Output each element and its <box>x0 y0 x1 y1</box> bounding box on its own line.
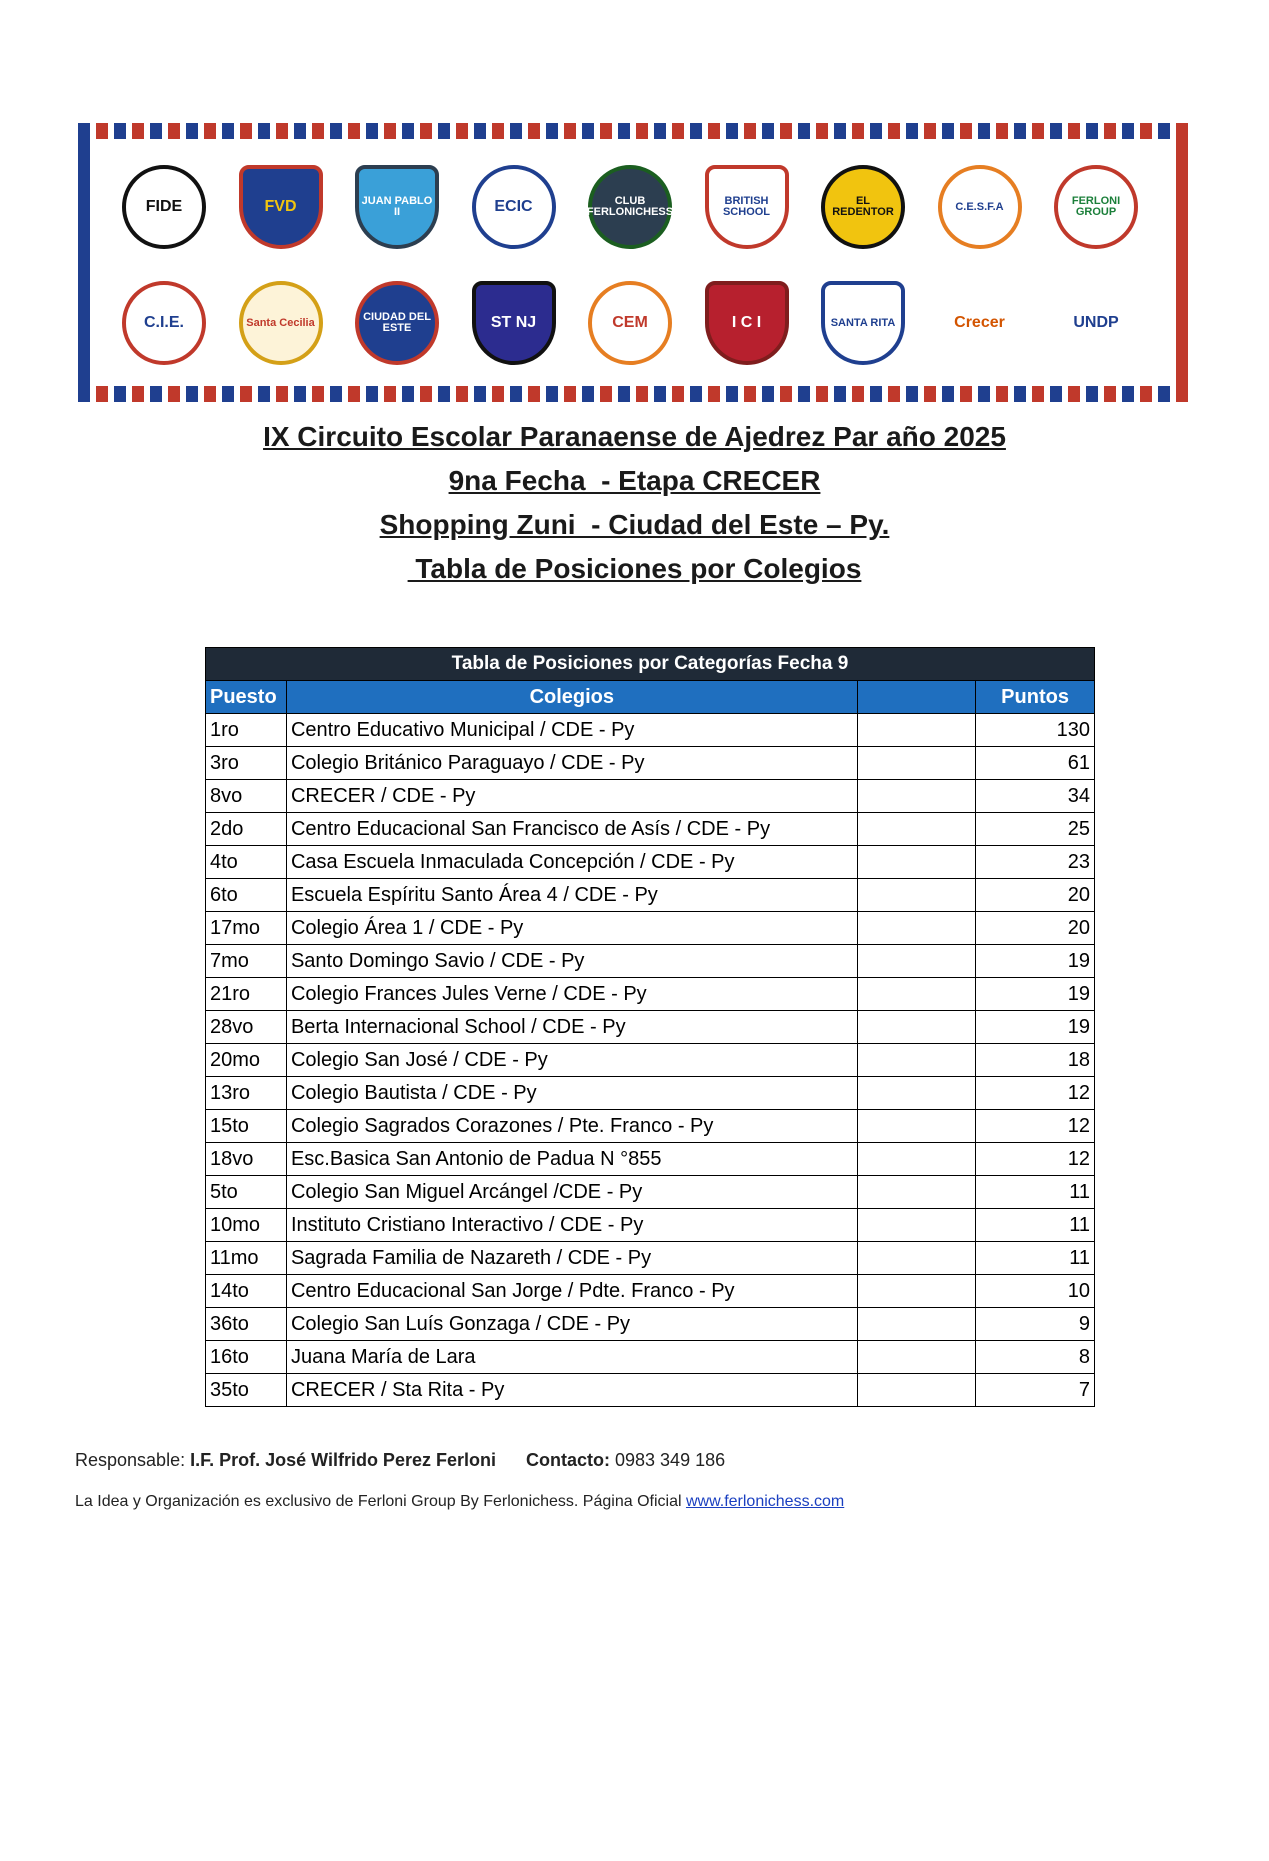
table-row <box>206 1275 1095 1308</box>
table-row <box>206 1077 1095 1110</box>
cell-puntos: 20 <box>976 912 1095 945</box>
colegio-crecer-logo <box>355 281 439 365</box>
header-puntos: Puntos <box>976 681 1095 714</box>
colegio-stnj-logo-text: ST NJ <box>490 314 537 331</box>
table-header-row <box>206 681 1095 714</box>
cell-colegio: Instituto Cristiano Interactivo / CDE - Py <box>286 1209 857 1242</box>
cell-puesto: 20mo <box>206 1044 287 1077</box>
cell-puesto: 6to <box>206 879 287 912</box>
cesfa-logo <box>938 165 1022 249</box>
colegio-juan-pablo-logo-text: JUAN PABLO II <box>361 195 433 218</box>
header-puesto: Puesto <box>206 681 287 714</box>
casa-escuela-logo-text: ECIC <box>494 198 533 215</box>
table-row <box>206 747 1095 780</box>
cell-puntos: 19 <box>976 1011 1095 1044</box>
cell-puntos: 25 <box>976 813 1095 846</box>
fide-logo <box>122 165 206 249</box>
undp-logo-text: UNDP <box>1073 314 1119 331</box>
cell-colegio: Colegio San Miguel Arcángel /CDE - Py <box>286 1176 857 1209</box>
table-row <box>206 1110 1095 1143</box>
responsable-label: Responsable: <box>75 1450 191 1470</box>
table-row <box>206 1044 1095 1077</box>
sponsor-logos-banner <box>78 123 1192 402</box>
header-empty <box>857 681 976 714</box>
table-row <box>206 1341 1095 1374</box>
cell-colegio: Juana María de Lara <box>286 1341 857 1374</box>
logo-grid <box>110 151 1160 391</box>
british-school-logo <box>705 165 789 249</box>
table-row <box>206 978 1095 1011</box>
table-row <box>206 846 1095 879</box>
cell-empty <box>857 1242 976 1275</box>
cell-puesto: 15to <box>206 1110 287 1143</box>
cell-puntos: 19 <box>976 945 1095 978</box>
british-school-logo-text: BRITISH SCHOOL <box>722 195 771 218</box>
colegio-santa-rita-logo <box>821 281 905 365</box>
cell-puesto: 13ro <box>206 1077 287 1110</box>
fide-logo-text: FIDE <box>145 198 183 215</box>
cell-colegio: CRECER / Sta Rita - Py <box>286 1374 857 1407</box>
cell-empty <box>857 714 976 747</box>
cell-empty <box>857 1374 976 1407</box>
event-venue: Shopping Zuni - Ciudad del Este – Py. <box>379 509 890 540</box>
cell-puntos: 12 <box>976 1110 1095 1143</box>
crecer-logo <box>938 281 1022 365</box>
cell-puesto: 36to <box>206 1308 287 1341</box>
colegio-stnj-logo <box>472 281 556 365</box>
cell-puesto: 35to <box>206 1374 287 1407</box>
cie-logo-text: C.I.E. <box>143 314 184 331</box>
standings-table <box>205 647 1095 1407</box>
cell-puntos: 7 <box>976 1374 1095 1407</box>
table-row <box>206 1143 1095 1176</box>
cell-empty <box>857 1341 976 1374</box>
cell-empty <box>857 978 976 1011</box>
cell-colegio: CRECER / CDE - Py <box>286 780 857 813</box>
el-redentor-logo <box>821 165 905 249</box>
cesfa-logo-text: C.E.S.F.A <box>955 200 1004 213</box>
cell-puesto: 18vo <box>206 1143 287 1176</box>
cell-puntos: 23 <box>976 846 1095 879</box>
cell-puesto: 14to <box>206 1275 287 1308</box>
cell-puesto: 5to <box>206 1176 287 1209</box>
cell-empty <box>857 1308 976 1341</box>
undp-logo <box>1054 281 1138 365</box>
table-row <box>206 1308 1095 1341</box>
cell-puntos: 61 <box>976 747 1095 780</box>
cell-puntos: 20 <box>976 879 1095 912</box>
colegio-crecer-logo-text: CIUDAD DEL ESTE <box>363 311 431 334</box>
cell-empty <box>857 1209 976 1242</box>
cem-logo-text: CEM <box>612 314 648 331</box>
cell-empty <box>857 1176 976 1209</box>
cell-colegio: Sagrada Familia de Nazareth / CDE - Py <box>286 1242 857 1275</box>
cell-colegio: Colegio San José / CDE - Py <box>286 1044 857 1077</box>
table-row <box>206 1374 1095 1407</box>
cell-colegio: Colegio Área 1 / CDE - Py <box>286 912 857 945</box>
cell-empty <box>857 1044 976 1077</box>
cell-empty <box>857 945 976 978</box>
cell-puesto: 17mo <box>206 912 287 945</box>
cell-empty <box>857 879 976 912</box>
table-title: Tabla de Posiciones por Categorías Fecha 9 <box>206 648 1095 681</box>
cell-puntos: 11 <box>976 1209 1095 1242</box>
club-ferlonichess-logo <box>588 165 672 249</box>
contacto-label: Contacto: <box>526 1450 610 1470</box>
cell-empty <box>857 912 976 945</box>
table-row <box>206 912 1095 945</box>
cell-empty <box>857 1275 976 1308</box>
cell-empty <box>857 780 976 813</box>
cell-puntos: 130 <box>976 714 1095 747</box>
table-row <box>206 945 1095 978</box>
cell-colegio: Colegio Británico Paraguayo / CDE - Py <box>286 747 857 780</box>
cell-colegio: Berta Internacional School / CDE - Py <box>286 1011 857 1044</box>
el-redentor-logo-text: EL REDENTOR <box>832 195 894 218</box>
club-ferlonichess-logo-text: CLUB FERLONICHESS <box>586 195 674 218</box>
cell-puesto: 8vo <box>206 780 287 813</box>
cell-puesto: 10mo <box>206 1209 287 1242</box>
ici-logo <box>705 281 789 365</box>
table-title-row <box>206 648 1095 681</box>
cell-colegio: Colegio Frances Jules Verne / CDE - Py <box>286 978 857 1011</box>
header-colegios: Colegios <box>286 681 857 714</box>
cell-colegio: Centro Educativo Municipal / CDE - Py <box>286 714 857 747</box>
cie-logo <box>122 281 206 365</box>
event-title: IX Circuito Escolar Paranaense de Ajedrez Par año 2025 <box>263 421 1006 452</box>
cell-empty <box>857 813 976 846</box>
title-block <box>0 415 1269 591</box>
cell-colegio: Casa Escuela Inmaculada Concepción / CDE - Py <box>286 846 857 879</box>
table-row <box>206 1242 1095 1275</box>
colegio-juan-pablo-logo <box>355 165 439 249</box>
cell-empty <box>857 1011 976 1044</box>
cell-puesto: 11mo <box>206 1242 287 1275</box>
event-date-stage: 9na Fecha - Etapa CRECER <box>448 465 821 496</box>
cell-colegio: Escuela Espíritu Santo Área 4 / CDE - Py <box>286 879 857 912</box>
responsable-line <box>75 1450 725 1471</box>
cell-empty <box>857 846 976 879</box>
table-row <box>206 1176 1095 1209</box>
cell-puntos: 9 <box>976 1308 1095 1341</box>
colegio-santa-rita-logo-text: SANTA RITA <box>830 316 896 329</box>
cell-puntos: 12 <box>976 1077 1095 1110</box>
ferloni-group-logo-text: FERLONI GROUP <box>1071 195 1121 218</box>
cell-puntos: 18 <box>976 1044 1095 1077</box>
organization-text: La Idea y Organización es exclusivo de Ferloni Group By Ferlonichess. Página Oficial <box>75 1493 686 1510</box>
cell-puesto: 4to <box>206 846 287 879</box>
cell-colegio: Centro Educacional San Jorge / Pdte. Franco - Py <box>286 1275 857 1308</box>
cell-colegio: Esc.Basica San Antonio de Padua N °855 <box>286 1143 857 1176</box>
cell-puntos: 12 <box>976 1143 1095 1176</box>
cell-puntos: 8 <box>976 1341 1095 1374</box>
cell-puntos: 10 <box>976 1275 1095 1308</box>
table-row <box>206 879 1095 912</box>
cell-puesto: 3ro <box>206 747 287 780</box>
contacto-value: 0983 349 186 <box>610 1450 726 1470</box>
cell-puesto: 2do <box>206 813 287 846</box>
cell-colegio: Colegio Sagrados Corazones / Pte. Franco - Py <box>286 1110 857 1143</box>
fvd-logo-text: FVD <box>264 198 297 215</box>
ici-logo-text: I C I <box>731 314 762 331</box>
cell-puntos: 11 <box>976 1242 1095 1275</box>
santa-cecilia-logo <box>239 281 323 365</box>
casa-escuela-logo <box>472 165 556 249</box>
cell-colegio: Santo Domingo Savio / CDE - Py <box>286 945 857 978</box>
table-row <box>206 1209 1095 1242</box>
standings-title: Tabla de Posiciones por Colegios <box>407 553 862 584</box>
ferloni-group-logo <box>1054 165 1138 249</box>
official-site-link[interactable]: www.ferlonichess.com <box>685 1493 845 1510</box>
standings-body <box>206 714 1095 1407</box>
cell-puesto: 16to <box>206 1341 287 1374</box>
table-row <box>206 714 1095 747</box>
table-row <box>206 1011 1095 1044</box>
cell-colegio: Colegio San Luís Gonzaga / CDE - Py <box>286 1308 857 1341</box>
cell-empty <box>857 747 976 780</box>
cell-empty <box>857 1110 976 1143</box>
crecer-logo-text: Crecer <box>954 314 1005 331</box>
cell-empty <box>857 1077 976 1110</box>
cell-puesto: 1ro <box>206 714 287 747</box>
cell-colegio: Colegio Bautista / CDE - Py <box>286 1077 857 1110</box>
cell-puesto: 21ro <box>206 978 287 1011</box>
cell-puesto: 7mo <box>206 945 287 978</box>
cell-puntos: 34 <box>976 780 1095 813</box>
organization-line <box>75 1493 844 1511</box>
cell-puntos: 19 <box>976 978 1095 1011</box>
table-row <box>206 780 1095 813</box>
table-row <box>206 813 1095 846</box>
cell-colegio: Centro Educacional San Francisco de Asís / CDE - Py <box>286 813 857 846</box>
fvd-logo <box>239 165 323 249</box>
cell-empty <box>857 1143 976 1176</box>
cell-puesto: 28vo <box>206 1011 287 1044</box>
cem-logo <box>588 281 672 365</box>
santa-cecilia-logo-text: Santa Cecilia <box>246 316 315 329</box>
cell-puntos: 11 <box>976 1176 1095 1209</box>
responsable-name: I.F. Prof. José Wilfrido Perez Ferloni <box>190 1450 496 1470</box>
